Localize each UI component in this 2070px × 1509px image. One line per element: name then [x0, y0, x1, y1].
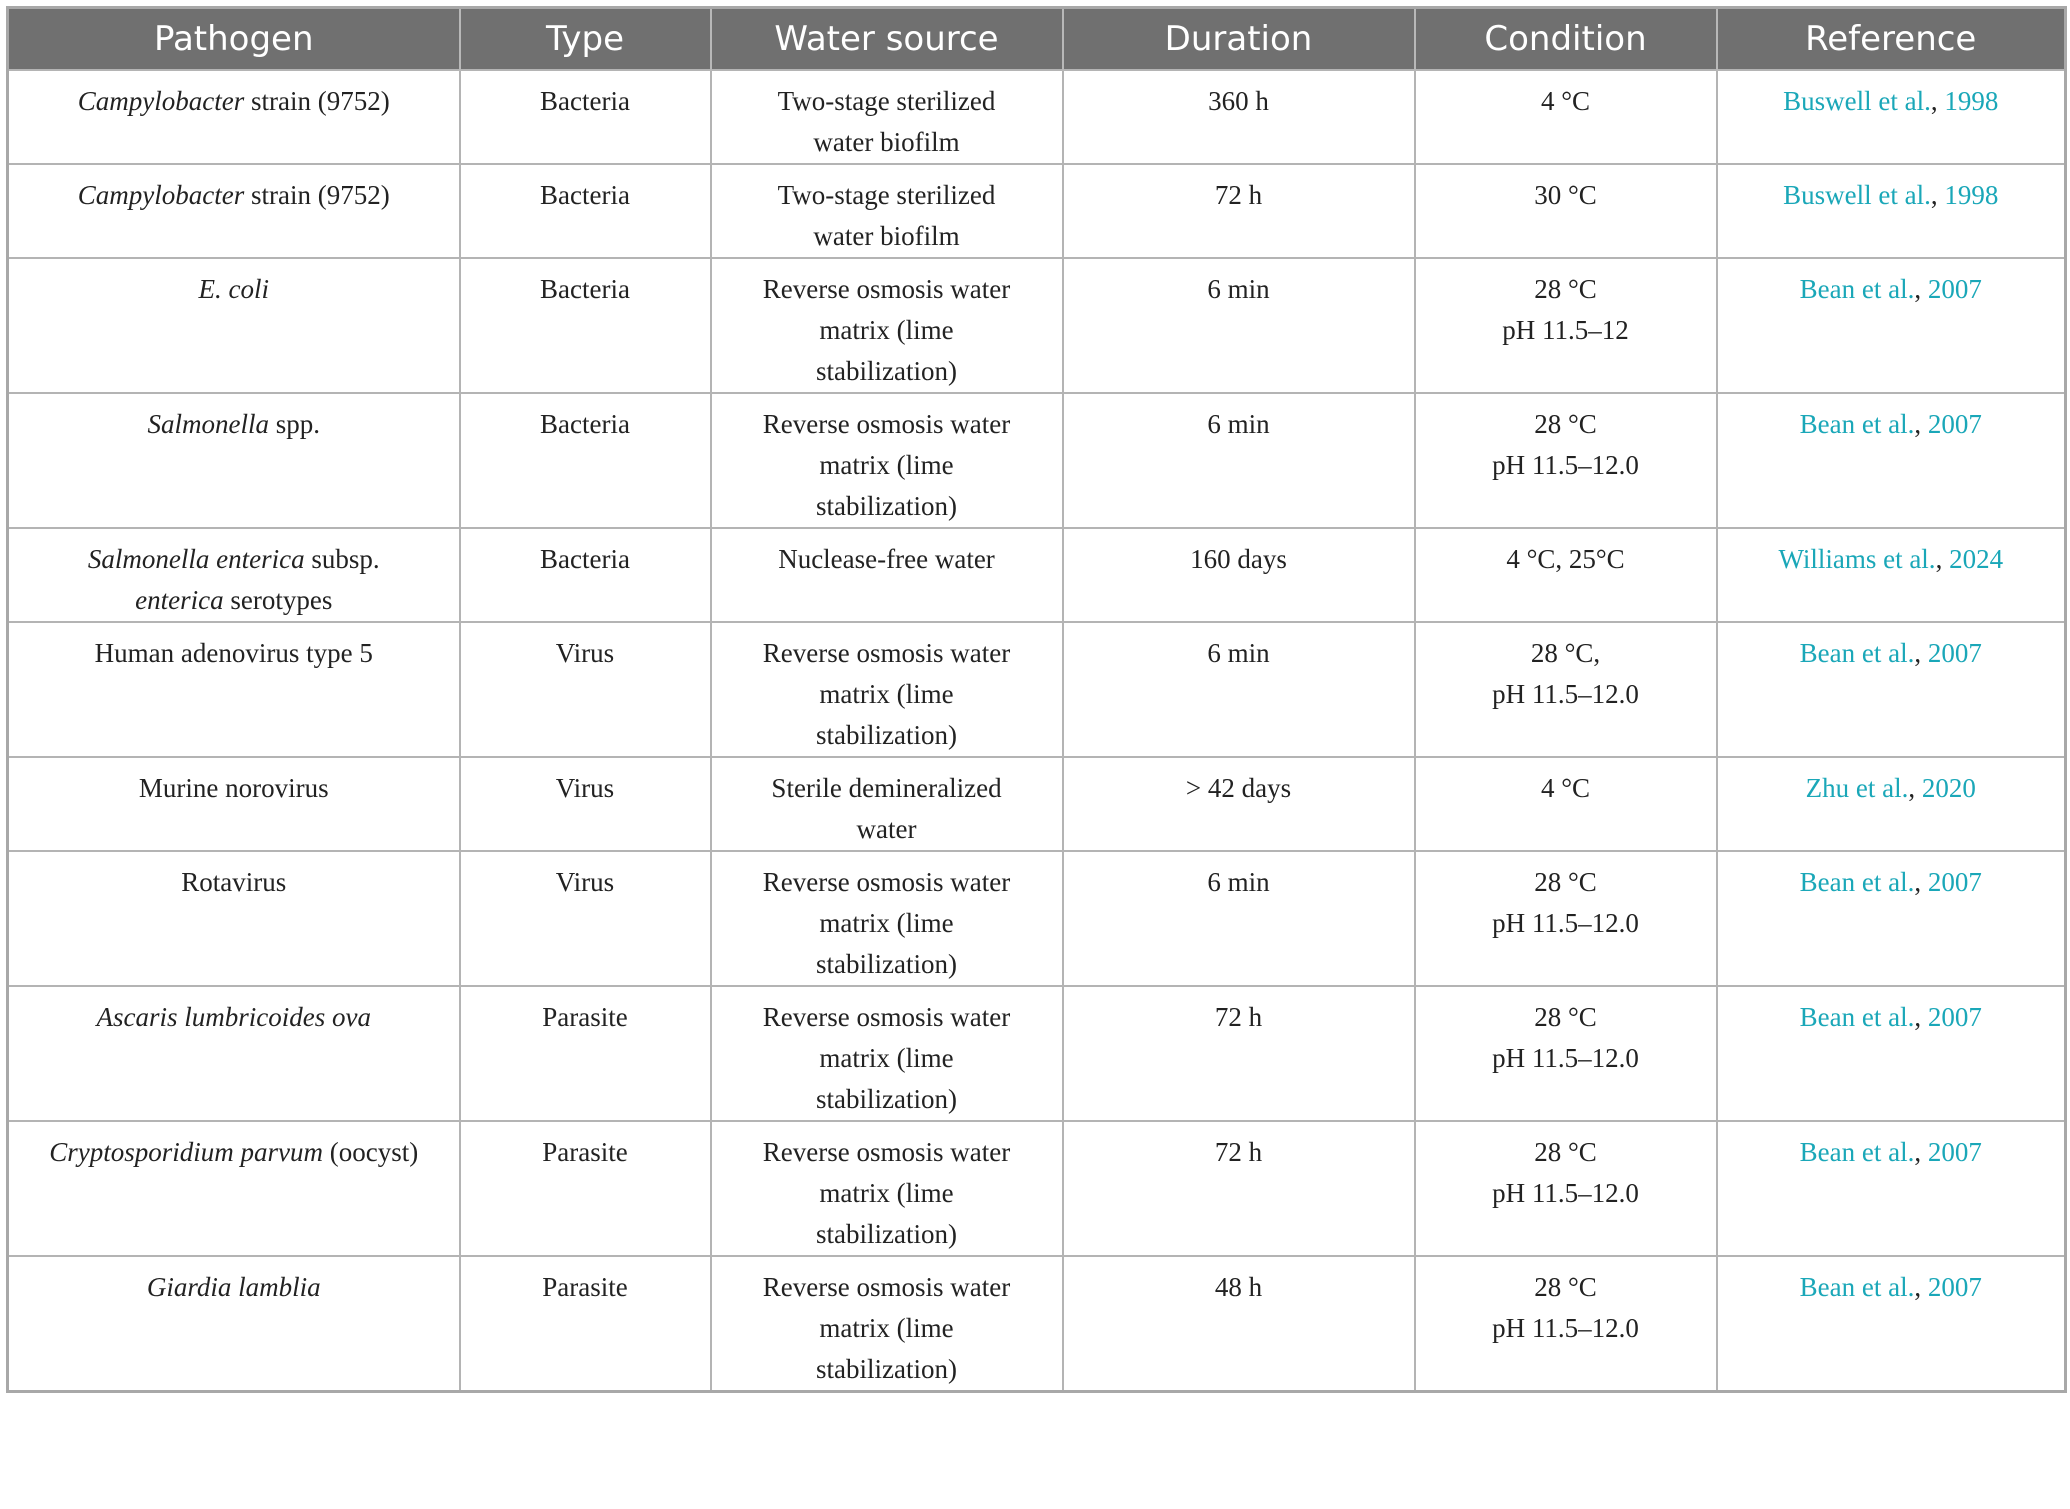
- reference-separator: ,: [1908, 773, 1922, 803]
- reference-author-link[interactable]: Bean et al.: [1799, 1137, 1915, 1167]
- reference-author-link[interactable]: Bean et al.: [1799, 638, 1915, 668]
- reference-separator: ,: [1914, 638, 1928, 668]
- column-header-reference: Reference: [1717, 8, 2066, 71]
- condition-line: 28 °C: [1534, 274, 1597, 304]
- pathogen-name-line: [19, 580, 449, 621]
- reference-separator: ,: [1914, 1002, 1928, 1032]
- cell-condition: [1415, 851, 1717, 986]
- water-source-line: matrix (lime: [819, 679, 954, 709]
- pathogen-name-line: [19, 539, 449, 580]
- pathogen-name-italic: Cryptosporidium parvum: [49, 1137, 324, 1167]
- condition-line: 28 °C: [1534, 409, 1597, 439]
- cell-condition: [1415, 757, 1717, 851]
- cell-duration: 72 h: [1063, 986, 1415, 1121]
- reference-year-link[interactable]: 2007: [1927, 638, 1982, 668]
- cell-reference: [1717, 986, 2066, 1121]
- cell-reference: [1717, 851, 2066, 986]
- cell-condition: [1415, 1256, 1717, 1392]
- water-source-line: water: [856, 814, 917, 844]
- cell-reference: [1717, 258, 2066, 393]
- reference-author-link[interactable]: Bean et al.: [1799, 1002, 1915, 1032]
- reference-separator: ,: [1914, 409, 1928, 439]
- water-source-line: Nuclease-free water: [778, 544, 995, 574]
- reference-year-link[interactable]: 2007: [1927, 409, 1982, 439]
- table-row: [8, 258, 2066, 393]
- water-source-line: matrix (lime: [819, 1043, 954, 1073]
- reference-year-link[interactable]: 2024: [1949, 544, 2004, 574]
- pathogen-name-line: [19, 768, 449, 809]
- column-header-water-source: Water source: [711, 8, 1063, 71]
- table-row: [8, 164, 2066, 258]
- condition-line: 4 °C: [1540, 86, 1591, 116]
- pathogen-survival-table: [6, 6, 2067, 1393]
- pathogen-name-italic: Campylobacter: [77, 180, 245, 210]
- reference-year-link[interactable]: 2020: [1921, 773, 1976, 803]
- pathogen-name-italic: enterica: [135, 585, 224, 615]
- pathogen-name-text: Rotavirus: [181, 867, 287, 897]
- table-row: [8, 70, 2066, 164]
- cell-type: Parasite: [460, 1256, 711, 1392]
- reference-separator: ,: [1914, 274, 1928, 304]
- cell-pathogen: [8, 393, 460, 528]
- water-source-line: stabilization): [816, 949, 957, 979]
- cell-condition: [1415, 70, 1717, 164]
- pathogen-name-line: [19, 175, 449, 216]
- cell-reference: [1717, 528, 2066, 622]
- reference-year-link[interactable]: 2007: [1927, 274, 1982, 304]
- table-row: [8, 622, 2066, 757]
- cell-duration: 160 days: [1063, 528, 1415, 622]
- condition-line: pH 11.5–12: [1502, 315, 1629, 345]
- cell-water-source: [711, 851, 1063, 986]
- cell-reference: [1717, 393, 2066, 528]
- condition-line: 28 °C: [1534, 867, 1597, 897]
- cell-duration: 72 h: [1063, 164, 1415, 258]
- header-row: [8, 8, 2066, 71]
- pathogen-name-text: serotypes: [223, 585, 333, 615]
- water-source-line: Reverse osmosis water: [762, 867, 1011, 897]
- reference-year-link[interactable]: 2007: [1927, 1002, 1982, 1032]
- cell-water-source: [711, 622, 1063, 757]
- condition-line: pH 11.5–12.0: [1492, 908, 1639, 938]
- cell-condition: [1415, 258, 1717, 393]
- cell-water-source: [711, 986, 1063, 1121]
- table-header: [8, 8, 2066, 71]
- cell-duration: 48 h: [1063, 1256, 1415, 1392]
- water-source-line: matrix (lime: [819, 908, 954, 938]
- table-body: [8, 70, 2066, 1392]
- pathogen-name-italic: E. coli: [198, 274, 269, 304]
- cell-type: Virus: [460, 757, 711, 851]
- cell-reference: [1717, 1121, 2066, 1256]
- cell-reference: [1717, 757, 2066, 851]
- pathogen-name-line: [19, 997, 449, 1038]
- cell-type: Parasite: [460, 986, 711, 1121]
- pathogen-name-text: spp.: [268, 409, 320, 439]
- water-source-line: Reverse osmosis water: [762, 409, 1011, 439]
- condition-line: pH 11.5–12.0: [1492, 1313, 1639, 1343]
- reference-year-link[interactable]: 2007: [1927, 1137, 1982, 1167]
- pathogen-name-line: [19, 404, 449, 445]
- water-source-line: Reverse osmosis water: [762, 1002, 1011, 1032]
- table-row: [8, 393, 2066, 528]
- cell-pathogen: [8, 164, 460, 258]
- water-source-line: matrix (lime: [819, 1313, 954, 1343]
- pathogen-survival-table-container: [6, 6, 2064, 1393]
- pathogen-name-line: [19, 633, 449, 674]
- pathogen-name-italic: Salmonella: [147, 409, 269, 439]
- cell-condition: [1415, 164, 1717, 258]
- cell-duration: > 42 days: [1063, 757, 1415, 851]
- pathogen-name-text: subsp.: [304, 544, 380, 574]
- pathogen-name-line: [19, 1132, 449, 1173]
- water-source-line: matrix (lime: [819, 450, 954, 480]
- reference-author-link[interactable]: Bean et al.: [1799, 1272, 1915, 1302]
- cell-type: Bacteria: [460, 393, 711, 528]
- cell-water-source: [711, 70, 1063, 164]
- cell-pathogen: [8, 622, 460, 757]
- cell-water-source: [711, 528, 1063, 622]
- column-header-condition: Condition: [1415, 8, 1717, 71]
- pathogen-name-text: Human adenovirus type 5: [94, 638, 373, 668]
- column-header-pathogen: Pathogen: [8, 8, 460, 71]
- reference-year-link[interactable]: 1998: [1944, 180, 1999, 210]
- cell-water-source: [711, 258, 1063, 393]
- condition-line: pH 11.5–12.0: [1492, 679, 1639, 709]
- water-source-line: stabilization): [816, 356, 957, 386]
- cell-condition: [1415, 622, 1717, 757]
- cell-type: Bacteria: [460, 258, 711, 393]
- condition-line: 28 °C: [1534, 1137, 1597, 1167]
- reference-author-link[interactable]: Williams et al.: [1778, 544, 1936, 574]
- table-row: [8, 757, 2066, 851]
- pathogen-name-text: (oocyst): [323, 1137, 419, 1167]
- condition-line: 28 °C: [1534, 1272, 1597, 1302]
- water-source-line: matrix (lime: [819, 1178, 954, 1208]
- reference-author-link[interactable]: Buswell et al.: [1783, 86, 1931, 116]
- pathogen-name-line: [19, 862, 449, 903]
- reference-separator: ,: [1935, 544, 1950, 574]
- water-source-line: water biofilm: [813, 221, 960, 251]
- cell-water-source: [711, 757, 1063, 851]
- cell-reference: [1717, 622, 2066, 757]
- condition-line: 4 °C: [1540, 773, 1591, 803]
- reference-author-link[interactable]: Bean et al.: [1799, 274, 1915, 304]
- water-source-line: Reverse osmosis water: [762, 1272, 1011, 1302]
- water-source-line: Reverse osmosis water: [762, 1137, 1011, 1167]
- reference-author-link[interactable]: Zhu et al.: [1805, 773, 1909, 803]
- pathogen-name-line: [19, 81, 449, 122]
- cell-type: Parasite: [460, 1121, 711, 1256]
- pathogen-name-italic: Salmonella enterica: [87, 544, 305, 574]
- cell-water-source: [711, 393, 1063, 528]
- pathogen-name-italic: Giardia lamblia: [146, 1272, 321, 1302]
- table-row: [8, 851, 2066, 986]
- cell-type: Virus: [460, 622, 711, 757]
- table-row: [8, 986, 2066, 1121]
- cell-type: Bacteria: [460, 70, 711, 164]
- water-source-line: stabilization): [816, 491, 957, 521]
- table-row: [8, 528, 2066, 622]
- reference-separator: ,: [1914, 1137, 1928, 1167]
- cell-condition: [1415, 986, 1717, 1121]
- cell-duration: 6 min: [1063, 622, 1415, 757]
- pathogen-name-text: strain (9752): [244, 86, 390, 116]
- cell-water-source: [711, 1121, 1063, 1256]
- water-source-line: stabilization): [816, 1354, 957, 1384]
- pathogen-name-italic: Ascaris lumbricoides ova: [96, 1002, 371, 1032]
- cell-water-source: [711, 164, 1063, 258]
- reference-author-link[interactable]: Bean et al.: [1799, 409, 1915, 439]
- cell-pathogen: [8, 258, 460, 393]
- cell-pathogen: [8, 1256, 460, 1392]
- condition-line: 30 °C: [1534, 180, 1597, 210]
- cell-type: Bacteria: [460, 528, 711, 622]
- reference-separator: ,: [1914, 867, 1928, 897]
- reference-separator: ,: [1930, 180, 1945, 210]
- condition-line: 28 °C: [1534, 1002, 1597, 1032]
- water-source-line: water biofilm: [813, 127, 960, 157]
- cell-reference: [1717, 70, 2066, 164]
- cell-pathogen: [8, 1121, 460, 1256]
- cell-pathogen: [8, 986, 460, 1121]
- water-source-line: Two-stage sterilized: [777, 180, 996, 210]
- cell-condition: [1415, 528, 1717, 622]
- cell-duration: 360 h: [1063, 70, 1415, 164]
- condition-line: pH 11.5–12.0: [1492, 1043, 1639, 1073]
- condition-line: pH 11.5–12.0: [1492, 1178, 1639, 1208]
- cell-condition: [1415, 1121, 1717, 1256]
- water-source-line: Reverse osmosis water: [762, 638, 1011, 668]
- reference-year-link[interactable]: 2007: [1927, 867, 1982, 897]
- reference-year-link[interactable]: 2007: [1927, 1272, 1982, 1302]
- water-source-line: matrix (lime: [819, 315, 954, 345]
- table-row: [8, 1256, 2066, 1392]
- cell-type: Bacteria: [460, 164, 711, 258]
- condition-line: 4 °C, 25°C: [1506, 544, 1625, 574]
- water-source-line: Reverse osmosis water: [762, 274, 1011, 304]
- reference-separator: ,: [1914, 1272, 1928, 1302]
- cell-water-source: [711, 1256, 1063, 1392]
- cell-condition: [1415, 393, 1717, 528]
- water-source-line: stabilization): [816, 1084, 957, 1114]
- condition-line: 28 °C,: [1530, 638, 1601, 668]
- column-header-duration: Duration: [1063, 8, 1415, 71]
- pathogen-name-text: strain (9752): [244, 180, 390, 210]
- reference-author-link[interactable]: Bean et al.: [1799, 867, 1915, 897]
- reference-author-link[interactable]: Buswell et al.: [1783, 180, 1931, 210]
- pathogen-name-line: [19, 1267, 449, 1308]
- cell-pathogen: [8, 70, 460, 164]
- cell-duration: 6 min: [1063, 258, 1415, 393]
- cell-pathogen: [8, 528, 460, 622]
- cell-reference: [1717, 164, 2066, 258]
- column-header-type: Type: [460, 8, 711, 71]
- condition-line: pH 11.5–12.0: [1492, 450, 1639, 480]
- reference-separator: ,: [1930, 86, 1945, 116]
- water-source-line: Sterile demineralized: [771, 773, 1002, 803]
- cell-duration: 6 min: [1063, 851, 1415, 986]
- table-row: [8, 1121, 2066, 1256]
- water-source-line: Two-stage sterilized: [777, 86, 996, 116]
- cell-pathogen: [8, 757, 460, 851]
- cell-type: Virus: [460, 851, 711, 986]
- water-source-line: stabilization): [816, 1219, 957, 1249]
- cell-duration: 6 min: [1063, 393, 1415, 528]
- cell-pathogen: [8, 851, 460, 986]
- cell-duration: 72 h: [1063, 1121, 1415, 1256]
- pathogen-name-italic: Campylobacter: [77, 86, 245, 116]
- water-source-line: stabilization): [816, 720, 957, 750]
- pathogen-name-text: Murine norovirus: [138, 773, 329, 803]
- reference-year-link[interactable]: 1998: [1944, 86, 1999, 116]
- cell-reference: [1717, 1256, 2066, 1392]
- pathogen-name-line: [19, 269, 449, 310]
